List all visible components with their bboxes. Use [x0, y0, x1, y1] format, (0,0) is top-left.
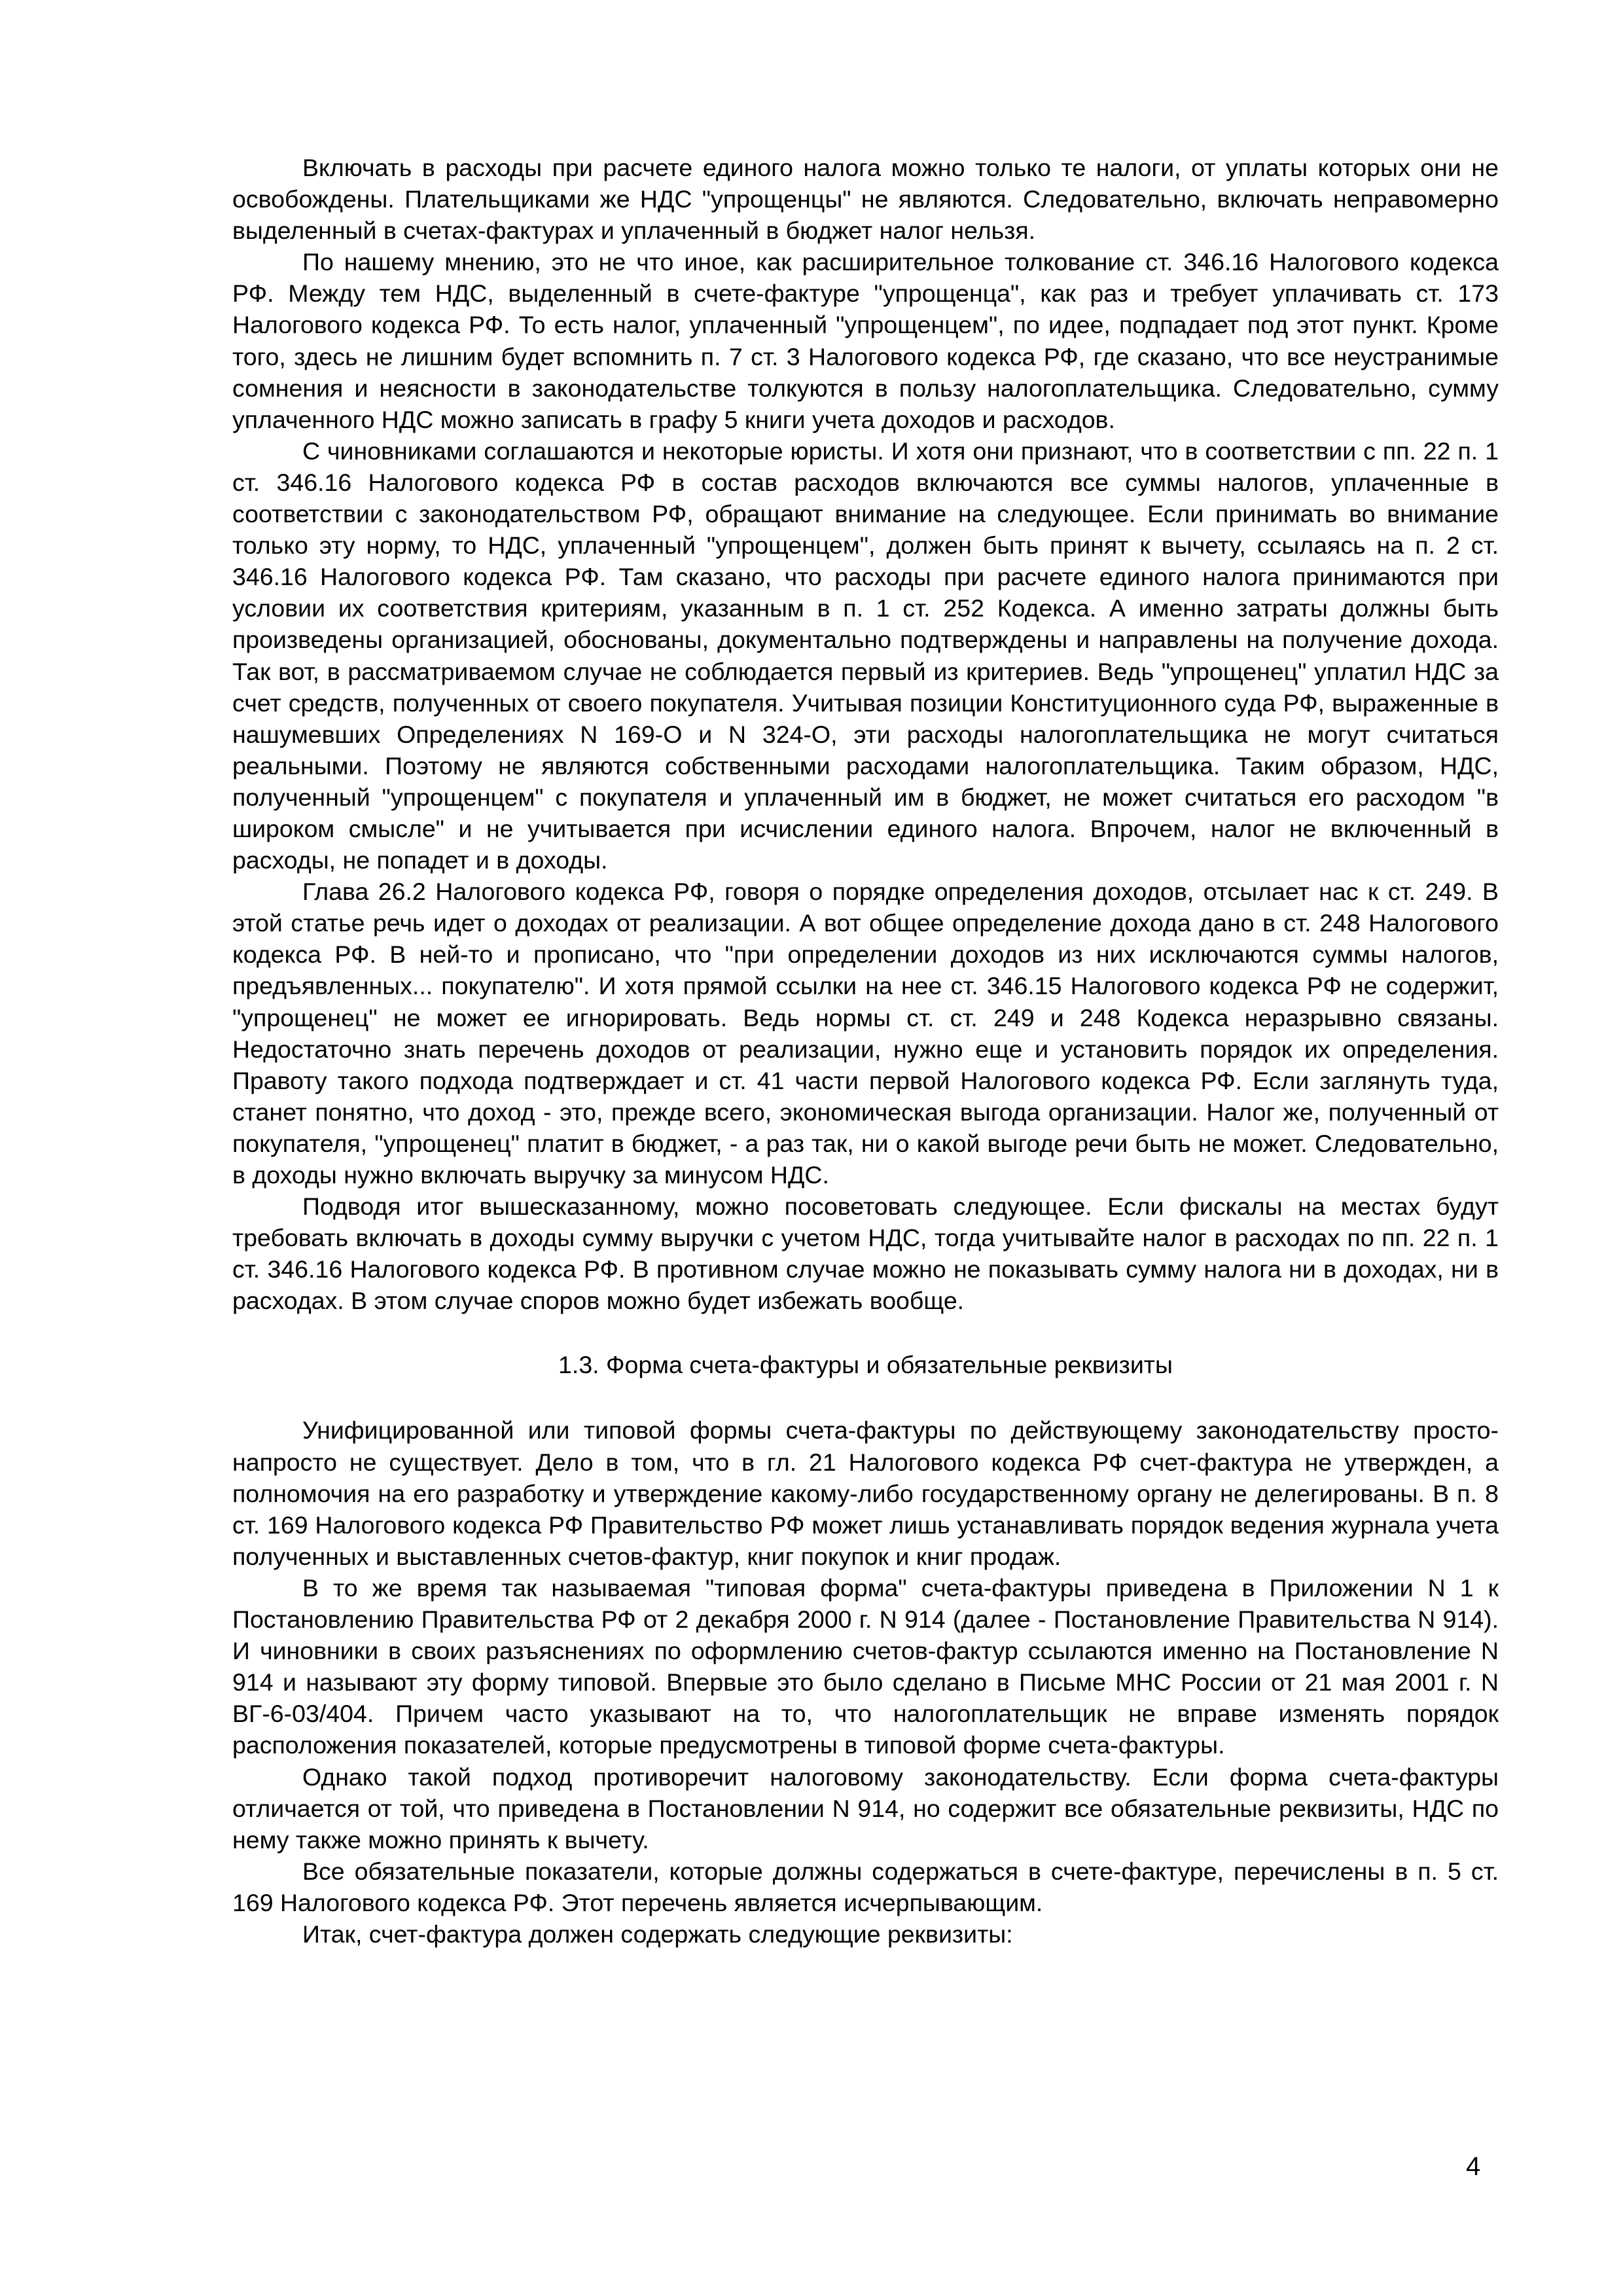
section-heading: 1.3. Форма счета-фактуры и обязательные реквизиты	[558, 1351, 1173, 1379]
page-number: 4	[1466, 2152, 1481, 2181]
paragraph-contradiction: Однако такой подход противоречит налоговому законодательству. Если форма счета-фактуры отличается от той, что приведена в Постановлении N 914, но содержит все обязательные реквизиты, НДС по нему также можно принять к вычету.	[232, 1763, 1499, 1854]
paragraph-summary-advice: Подводя итог вышесказанному, можно посоветовать следующее. Если фискалы на местах будут требовать включать в доходы сумму выручки с учетом НДС, тогда учитывайте налог в расходах по пп. 22 п. 1 ст. 346.16 Налогового кодекса РФ. В противном случае можно не показывать сумму налога ни в доходах, ни в расходах. В этом случае споров можно будет избежать вообще.	[232, 1193, 1499, 1315]
paragraph-no-unified-form: Унифицированной или типовой формы счета-фактуры по действующему законодательству просто-напросто не существует. Дело в том, что в гл. 21 Налогового кодекса РФ счет-фактура не утвержден, а полномочия на его разработку и утверждение какому-либо государственному органу не делегированы. В п. 8 ст. 169 Налогового кодекса РФ Правительство РФ может лишь устанавливать порядок ведения журнала учета полученных и выставленных счетов-фактур, книг покупок и книг продаж.	[232, 1416, 1499, 1570]
paragraph-taxes-in-expenses: Включать в расходы при расчете единого налога можно только те налоги, от уплаты которых они не освобождены. Плательщиками же НДС "упрощенцы" не являются. Следовательно, включать неправомерно выделенный в счетах-фактурах и уплаченный в бюджет налог нельзя.	[232, 154, 1499, 245]
paragraph-expansive-interpretation: По нашему мнению, это не что иное, как расширительное толкование ст. 346.16 Налогового кодекса РФ. Между тем НДС, выделенный в счете-фактуре "упрощенца", как раз и требует уплачивать ст. 173 Налогового кодекса РФ. То есть налог, уплаченный "упрощенцем", по идее, подпадает под этот пункт. Кроме того, здесь не лишним будет вспомнить п. 7 ст. 3 Налогового кодекса РФ, где сказано, что все неустранимые сомнения и неясности в законодательстве толкуются в пользу налогоплательщика. Следовательно, сумму уплаченного НДС можно записать в графу 5 книги учета доходов и расходов.	[232, 248, 1499, 433]
paragraph-mandatory-indicators: Все обязательные показатели, которые должны содержаться в счете-фактуре, перечислены в п. 5 ст. 169 Налогового кодекса РФ. Этот перечень является исчерпывающим.	[232, 1857, 1499, 1916]
paragraph-typical-form: В то же время так называемая "типовая форма" счета-фактуры приведена в Приложении N 1 к Постановлению Правительства РФ от 2 декабря 2000 г. N 914 (далее - Постановление Правительства N 914). И чиновники в своих разъяснениях по оформлению счетов-фактур ссылаются именно на Постановление N 914 и называют эту форму типовой. Впервые это было сделано в Письме МНС России от 21 мая 2001 г. N ВГ-6-03/404. Причем часто указывают на то, что налогоплательщик не вправе изменять порядок расположения показателей, которые предусмотрены в типовой форме счета-фактуры.	[232, 1573, 1499, 1759]
document-body	[232, 152, 1499, 1950]
paragraph-requisites-intro: Итак, счет-фактура должен содержать следующие реквизиты:	[302, 1920, 1013, 1948]
paragraph-chapter-26-2: Глава 26.2 Налогового кодекса РФ, говоря о порядке определения доходов, отсылает нас к ст. 249. В этой статье речь идет о доходах от реализации. А вот общее определение дохода дано в ст. 248 Налогового кодекса РФ. В ней-то и прописано, что "при определении доходов из них исключаются суммы налогов, предъявленных... покупателю". И хотя прямой ссылки на нее ст. 346.15 Налогового кодекса РФ не содержит, "упрощенец" не может ее игнорировать. Ведь нормы ст. ст. 249 и 248 Кодекса неразрывно связаны. Недостаточно знать перечень доходов от реализации, нужно еще и установить порядок их определения. Правоту такого подхода подтверждает и ст. 41 части первой Налогового кодекса РФ. Если заглянуть туда, станет понятно, что доход - это, прежде всего, экономическая выгода организации. Налог же, полученный от покупателя, "упрощенец" платит в бюджет, - а раз так, ни о какой выгоде речи быть не может. Следовательно, в доходы нужно включать выручку за минусом НДС.	[232, 878, 1499, 1189]
paragraph-lawyers-opinion: С чиновниками соглашаются и некоторые юристы. И хотя они признают, что в соответствии с пп. 22 п. 1 ст. 346.16 Налогового кодекса РФ в состав расходов включаются все суммы налогов, уплаченные в соответствии с законодательством РФ, обращают внимание на следующее. Если принимать во внимание только эту норму, то НДС, уплаченный "упрощенцем", должен быть принят к вычету, ссылаясь на п. 2 ст. 346.16 Налогового кодекса РФ. Там сказано, что расходы при расчете единого налога принимаются при условии их соответствия критериям, указанным в п. 1 ст. 252 Кодекса. А именно затраты должны быть произведены организацией, обоснованы, документально подтверждены и направлены на получение дохода. Так вот, в рассматриваемом случае не соблюдается первый из критериев. Ведь "упрощенец" уплатил НДС за счет средств, полученных от своего покупателя. Учитывая позиции Конституционного суда РФ, выраженные в нашумевших Определениях N 169-О и N 324-О, эти расходы налогоплательщика не могут считаться реальными. Поэтому не являются собственными расходами налогоплательщика. Таким образом, НДС, полученный "упрощенцем" с покупателя и уплаченный им в бюджет, не может считаться его расходом "в широком смысле" и не учитывается при исчислении единого налога. Впрочем, налог не включенный в расходы, не попадет и в доходы.	[232, 437, 1499, 874]
